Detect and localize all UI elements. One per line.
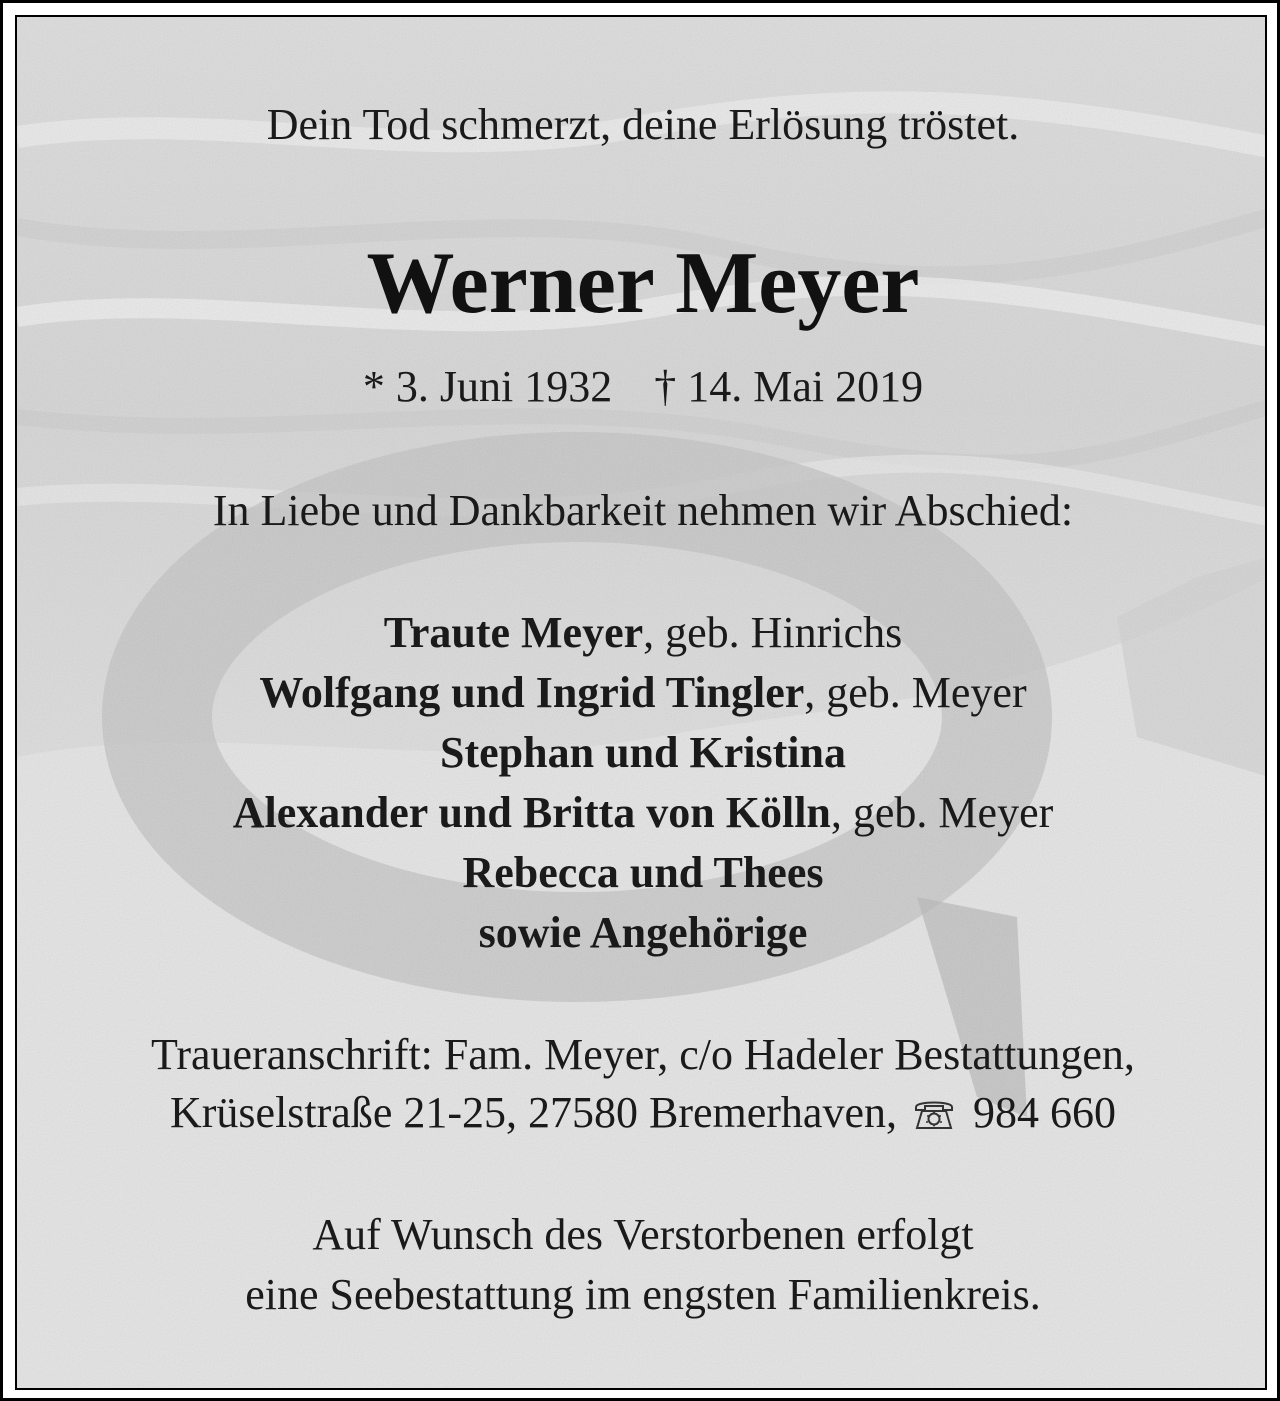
closing-line2: eine Seebestattung im engsten Familienkreis. [245,1270,1041,1319]
notice-text [17,17,1267,1390]
deceased-name: Werner Meyer [366,235,920,332]
life-dates [17,361,1267,412]
mourner-line [17,607,1267,658]
mourner-line [17,727,1267,778]
telephone-icon [912,1097,956,1131]
mourning-address-line2 [17,1087,1267,1138]
mourner-line [17,667,1267,718]
mourner-name: Wolfgang und Ingrid Tingler [259,668,805,717]
birth-date: * 3. Juni 1932 [362,362,613,411]
mourner-note: , geb. Meyer [804,668,1027,717]
mourner-note: , geb. Meyer [830,788,1054,837]
mourner-line [17,907,1267,958]
mourner-name: sowie Angehörige [478,908,808,957]
farewell-text: In Liebe und Dankbarkeit nehmen wir Abschied: [212,486,1074,535]
phone-number: 984 660 [973,1088,1116,1137]
mourner-name: Stephan und Kristina [440,728,846,777]
mourner-name: Rebecca und Thees [462,848,824,897]
closing-line1: Auf Wunsch des Verstorbenen erfolgt [312,1210,974,1259]
mourning-address-line1: Traueranschrift: Fam. Meyer, c/o Hadeler Bestattungen, [151,1030,1135,1079]
motto-text: Dein Tod schmerzt, deine Erlösung tröstet. [266,100,1020,149]
mourner-note: , geb. Hinrichs [643,608,903,657]
death-date: † 14. Mai 2019 [654,362,924,411]
mourner-name: Alexander und Britta von Kölln [232,788,831,837]
obituary-panel [15,15,1267,1390]
mourner-line [17,787,1267,838]
mourner-line [17,847,1267,898]
street-city: Krüselstraße 21-25, 27580 Bremerhaven, [169,1088,897,1137]
mourner-name: Traute Meyer [383,608,644,657]
